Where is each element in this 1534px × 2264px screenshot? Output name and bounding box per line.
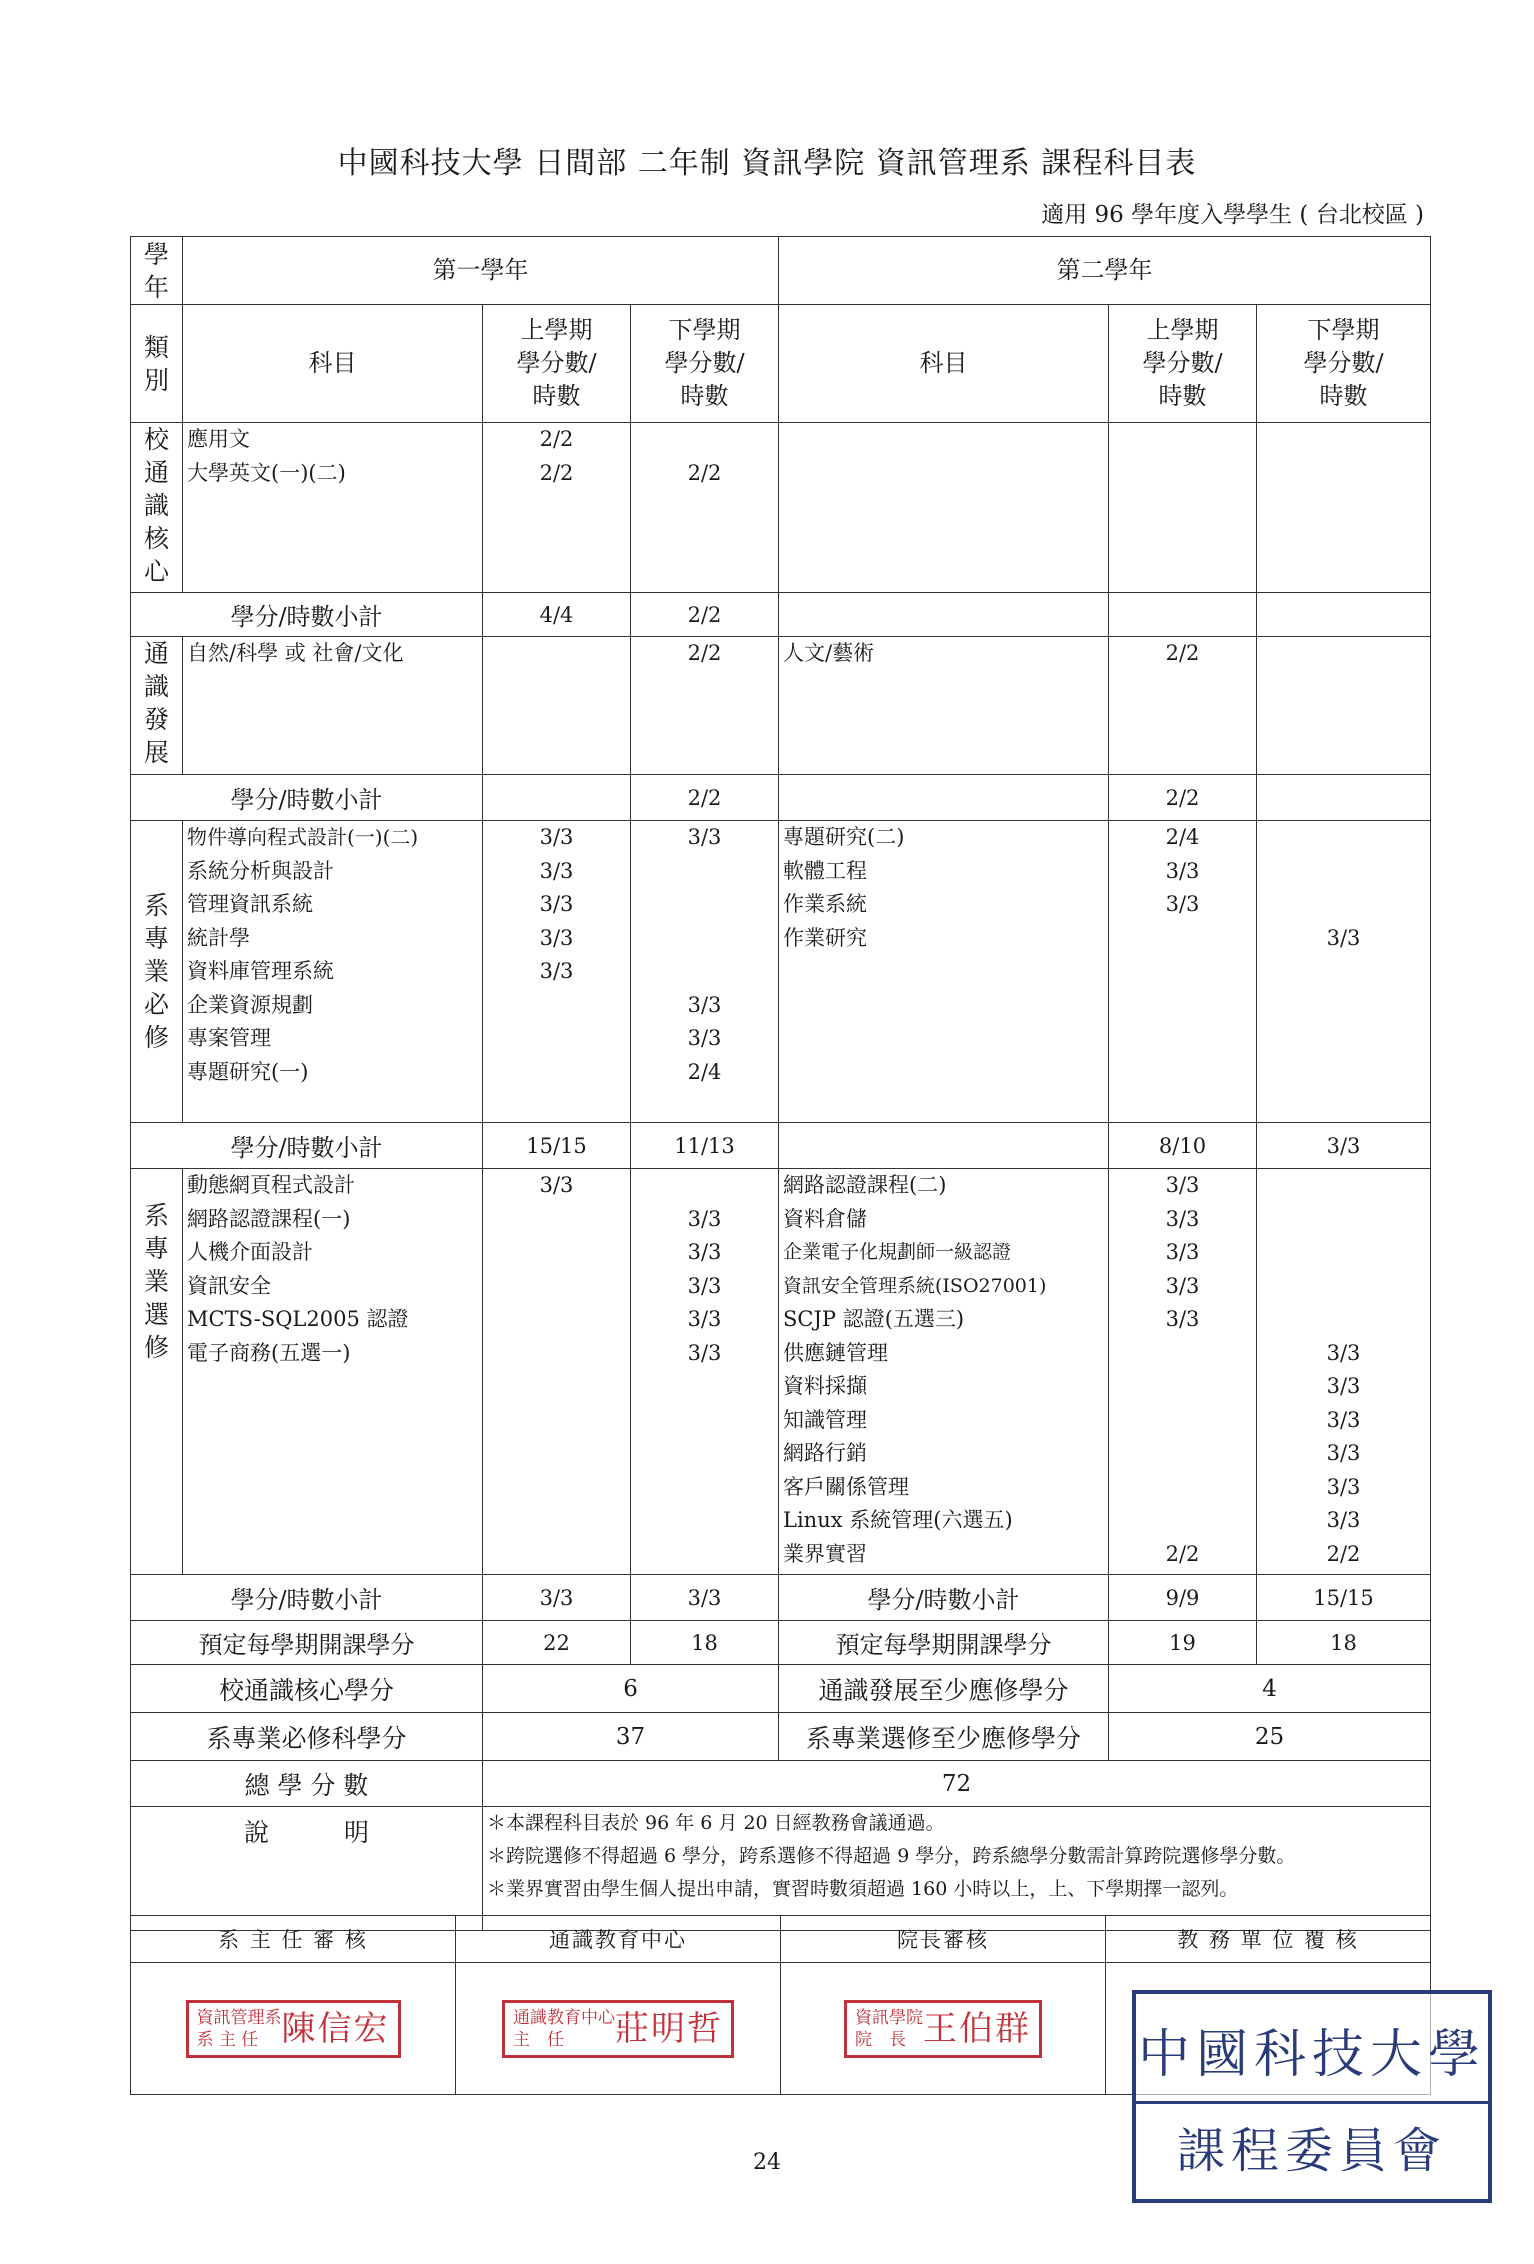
required-y1-s2: 3/3 3/3 3/3 2/4 (631, 821, 779, 1123)
general-y1-courses (183, 637, 483, 775)
elective-subtotal-y1-s1: 3/3 (483, 1575, 631, 1621)
dept-head-review: 系 主 任 審 核 (131, 1916, 456, 1963)
course: 自然/科學 或 社會/文化 (187, 641, 404, 665)
elective-y1-s1: 3/3 (483, 1169, 631, 1575)
required-subtotal-y1-s2: 11/13 (631, 1123, 779, 1169)
academic-affairs-review: 教 務 單 位 覆 核 (1106, 1916, 1431, 1963)
sem1-header-y2: 上學期 學分數/ 時數 (1109, 305, 1257, 423)
core-subtotal-label: 學分/時數小計 (131, 593, 483, 637)
course: 軟體工程 (783, 858, 868, 883)
required-subtotal-y2-s2: 3/3 (1257, 1123, 1431, 1169)
course: 管理資訊系統 (187, 892, 313, 916)
course: 企業資源規劃 (187, 992, 313, 1017)
course: 網路行銷 (783, 1441, 868, 1465)
course: 系統分析與設計 (187, 858, 334, 883)
elective-y2-s1: 3/3 3/3 3/3 3/3 3/3 2/2 (1109, 1169, 1257, 1575)
course: 人機介面設計 (187, 1240, 313, 1264)
page-number: 24 (753, 2150, 781, 2175)
elective-subtotal-label: 學分/時數小計 (131, 1575, 483, 1621)
required-y2-s2: 3/3 (1257, 821, 1431, 1123)
course: 作業研究 (783, 925, 868, 950)
core-credits-value: 6 (483, 1665, 779, 1713)
total-credits-label: 總 學 分 數 (131, 1761, 483, 1807)
subject-header-y1: 科目 (183, 305, 483, 423)
core-y2-courses (779, 423, 1109, 593)
note: ＊本課程科目表於 96 年 6 月 20 日經教務會議通過。 (487, 1812, 945, 1834)
course: 應用文 (187, 427, 250, 451)
elective-y2-courses (779, 1169, 1109, 1575)
general-center-review: 通識教育中心 (456, 1916, 781, 1963)
elective-subtotal-y2-s1: 9/9 (1109, 1575, 1257, 1621)
required-y1-s1: 3/3 3/3 3/3 3/3 3/3 (483, 821, 631, 1123)
course: 作業系統 (783, 892, 868, 916)
type-label: 類 別 (131, 305, 183, 423)
elective-subtotal-label-y2: 學分/時數小計 (779, 1575, 1109, 1621)
required-y2-s1: 2/4 3/3 3/3 (1109, 821, 1257, 1123)
course: 客戶關係管理 (783, 1474, 910, 1499)
course: MCTS-SQL2005 認證 (187, 1307, 409, 1331)
sem2-header-y2: 下學期 學分數/ 時數 (1257, 305, 1431, 423)
course: 資料庫管理系統 (187, 959, 334, 983)
required-section (131, 821, 1431, 1123)
total-credits-value: 72 (483, 1761, 1431, 1807)
course: 網路認證課程(二) (783, 1173, 947, 1197)
required-label: 系 專 業 必 修 (131, 821, 183, 1123)
page-title: 中國科技大學 日間部 二年制 資訊學院 資訊管理系 課程科目表 (337, 146, 1197, 181)
course: 專題研究(二) (783, 825, 905, 849)
course: 電子商務(五選一) (187, 1340, 351, 1365)
summary-row-2 (131, 1713, 1431, 1761)
course: 物件導向程式設計(一)(二) (187, 825, 419, 849)
core-y2-s1 (1109, 423, 1257, 593)
planned-y2-s1: 19 (1109, 1621, 1257, 1665)
notes-label: 說 明 (131, 1807, 483, 1931)
required-subtotal-y2-s1: 8/10 (1109, 1123, 1257, 1169)
general-y2-courses (779, 637, 1109, 775)
dean-stamp: 資訊學院 院 長 王伯群 (844, 2000, 1042, 2058)
core-subtotal-y1-s2: 2/2 (631, 593, 779, 637)
general-y1-s2: 2/2 (631, 637, 779, 775)
sem1-header-y1: 上學期 學分數/ 時數 (483, 305, 631, 423)
general-section (131, 637, 1431, 775)
elective-y2-s2: 3/3 3/3 3/3 3/3 3/3 3/3 2/2 (1257, 1169, 1431, 1575)
core-y1-s1: 2/2 2/2 (483, 423, 631, 593)
header-column-row (131, 305, 1431, 423)
core-y1-s2: 2/2 (631, 423, 779, 593)
core-credits-label: 校通識核心學分 (131, 1665, 483, 1713)
sem2-header-y1: 下學期 學分數/ 時數 (631, 305, 779, 423)
year2-header: 第二學年 (779, 237, 1431, 305)
course: 資料倉儲 (783, 1206, 868, 1231)
general-subtotal-y2-s1: 2/2 (1109, 775, 1257, 821)
planned-label-y2: 預定每學期開課學分 (779, 1621, 1109, 1665)
course: 大學英文(一)(二) (187, 460, 346, 485)
elective-y1-courses (183, 1169, 483, 1575)
dept-head-stamp: 資訊管理系 系 主 任 陳信宏 (186, 2000, 401, 2058)
curriculum-committee-seal: 中國科技大學 課程委員會 (1132, 1990, 1492, 2203)
course: 專案管理 (187, 1026, 271, 1050)
required-subtotal-label: 學分/時數小計 (131, 1123, 483, 1169)
general-credits-value: 4 (1109, 1665, 1431, 1713)
general-credits-label: 通識發展至少應修學分 (779, 1665, 1109, 1713)
general-y2-s1: 2/2 (1109, 637, 1257, 775)
required-credits-value: 37 (483, 1713, 779, 1761)
summary-row-1 (131, 1665, 1431, 1713)
required-y2-courses (779, 821, 1109, 1123)
general-subtotal-y1-s2: 2/2 (631, 775, 779, 821)
elective-subtotal-y2-s2: 15/15 (1257, 1575, 1431, 1621)
course: 知識管理 (783, 1407, 868, 1432)
header-year-row (131, 237, 1431, 305)
general-label: 通 識 發 展 (131, 637, 183, 775)
course: Linux 系統管理(六選五) (783, 1508, 1013, 1532)
year-label: 學 年 (131, 237, 183, 305)
course: 資料採擷 (783, 1374, 868, 1398)
course: 供應鏈管理 (783, 1340, 889, 1365)
course: 動態網頁程式設計 (187, 1173, 355, 1197)
core-y1-courses (183, 423, 483, 593)
required-y1-courses (183, 821, 483, 1123)
curriculum-table (130, 236, 1431, 1931)
required-subtotal-y1-s1: 15/15 (483, 1123, 631, 1169)
elective-subtotal-row (131, 1575, 1431, 1621)
core-y2-s2 (1257, 423, 1431, 593)
elective-y1-s2: 3/3 3/3 3/3 3/3 3/3 (631, 1169, 779, 1575)
course: 企業電子化規劃師一級認證 (783, 1241, 1012, 1263)
planned-y2-s2: 18 (1257, 1621, 1431, 1665)
required-credits-label: 系專業必修科學分 (131, 1713, 483, 1761)
general-center-stamp: 通識教育中心 主 任 莊明哲 (502, 2000, 734, 2058)
core-subtotal-row (131, 593, 1431, 637)
planned-y1-s2: 18 (631, 1621, 779, 1665)
total-row (131, 1761, 1431, 1807)
elective-credits-label: 系專業選修至少應修學分 (779, 1713, 1109, 1761)
general-subtotal-label: 學分/時數小計 (131, 775, 483, 821)
course: 專題研究(一) (187, 1059, 309, 1084)
elective-credits-value: 25 (1109, 1713, 1431, 1761)
note: ＊跨院選修不得超過 6 學分，跨系選修不得超過 9 學分，跨系總學分數需計算跨院選修學分數。 (487, 1845, 1296, 1867)
core-section (131, 423, 1431, 593)
core-label: 校 通 識 核 心 (131, 423, 183, 593)
year1-header: 第一學年 (183, 237, 779, 305)
page-subtitle: 適用 96 學年度入學學生 ( 台北校區 ) (1041, 202, 1424, 228)
general-subtotal-row (131, 775, 1431, 821)
dean-review: 院長審核 (781, 1916, 1106, 1963)
course: SCJP 認證(五選三) (783, 1307, 965, 1331)
notes-row (131, 1807, 1431, 1931)
note: ＊業界實習由學生個人提出申請，實習時數須超過 160 小時以上，上、下學期擇一認列。 (487, 1878, 1239, 1900)
elective-subtotal-y1-s2: 3/3 (631, 1575, 779, 1621)
elective-label: 系 專 業 選 修 (131, 1169, 183, 1575)
core-subtotal-y1-s1: 4/4 (483, 593, 631, 637)
course: 網路認證課程(一) (187, 1206, 351, 1231)
course: 資訊安全 (187, 1273, 271, 1298)
planned-label: 預定每學期開課學分 (131, 1621, 483, 1665)
planned-row (131, 1621, 1431, 1665)
notes-list (483, 1807, 1431, 1931)
elective-section (131, 1169, 1431, 1575)
course: 業界實習 (783, 1541, 868, 1566)
required-subtotal-row (131, 1123, 1431, 1169)
course: 統計學 (187, 925, 250, 950)
course: 資訊安全管理系統(ISO27001) (783, 1274, 1047, 1297)
planned-y1-s1: 22 (483, 1621, 631, 1665)
subject-header-y2: 科目 (779, 305, 1109, 423)
signature-headers (131, 1916, 1431, 1963)
course: 人文/藝術 (783, 641, 875, 665)
